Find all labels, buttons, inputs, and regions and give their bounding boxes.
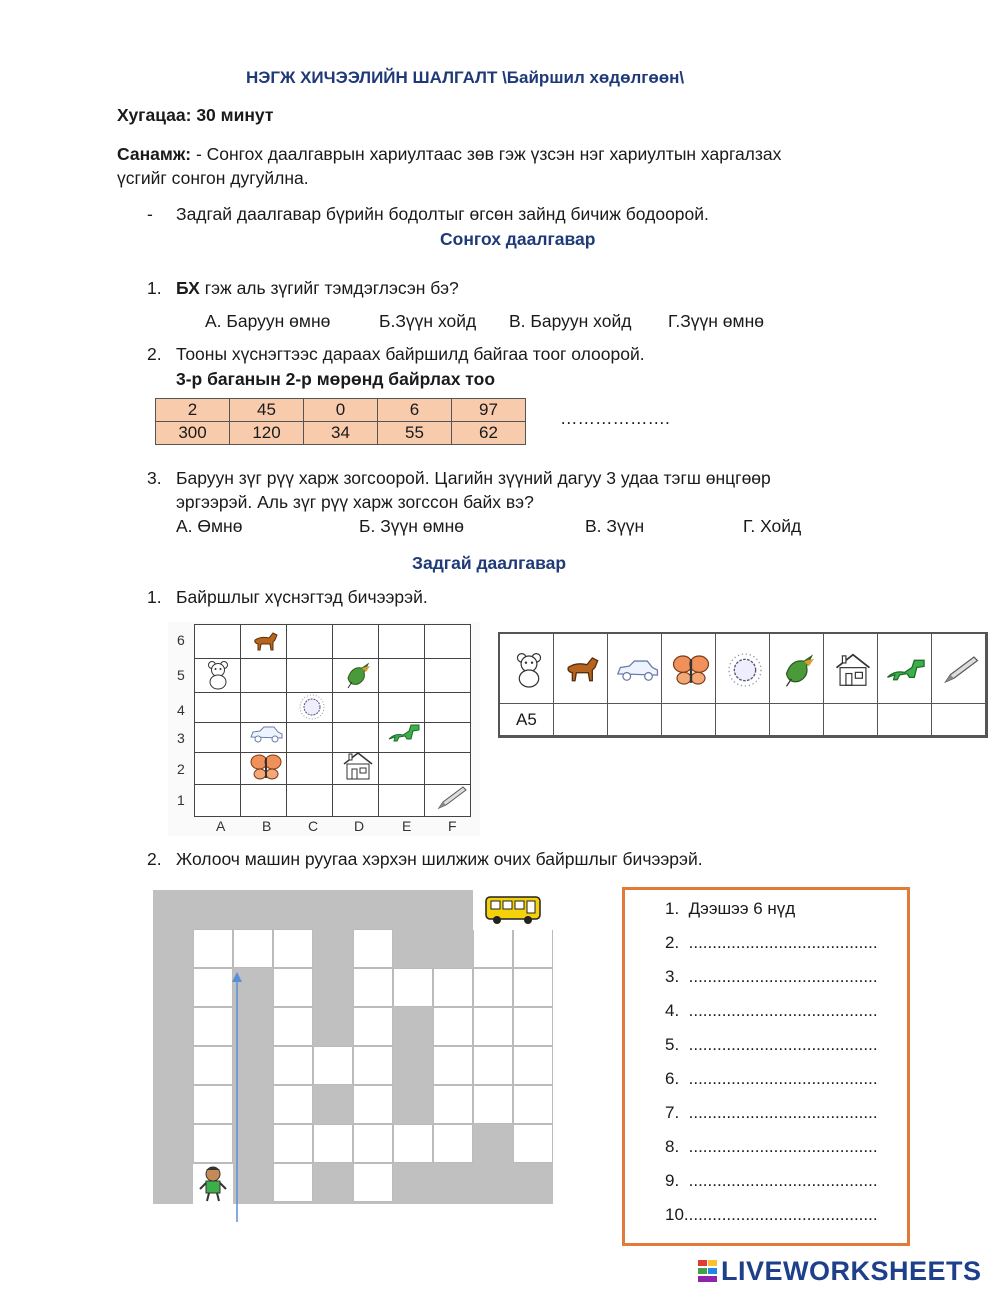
note-text: - Сонгох даалгаврын хариултаас зөв гэж үзсэн нэг хариултын харгалзах	[191, 144, 782, 164]
table-row	[156, 399, 526, 422]
maze-path-cell	[473, 1046, 513, 1085]
grid-cell	[194, 752, 241, 785]
parrot-icon	[338, 658, 378, 692]
q1-option-c[interactable]: В. Баруун хойд	[509, 311, 632, 331]
q1-number: 1.	[147, 278, 162, 298]
sun-icon	[292, 692, 332, 722]
table-cell: 55	[378, 422, 452, 445]
row-label: 6	[177, 632, 185, 648]
answer-text: ........................................	[688, 1171, 878, 1190]
grid-cell	[378, 658, 425, 693]
maze-path-cell	[393, 1124, 433, 1163]
maze-path-cell	[193, 1085, 233, 1124]
maze-path-cell	[273, 1163, 313, 1202]
q3-option-a[interactable]: А. Өмнө	[176, 516, 243, 536]
note-text-2: үсгийг сонгон дугуйлна.	[117, 168, 309, 188]
row-label: 3	[177, 730, 185, 746]
maze-path-cell	[353, 1163, 393, 1202]
grid-cell	[378, 784, 425, 817]
answer-cell[interactable]	[878, 704, 932, 736]
maze-path-cell	[433, 968, 473, 1007]
car-icon	[244, 722, 288, 746]
answer-number: 4.	[665, 1001, 680, 1020]
logo-mark-icon	[698, 1258, 718, 1280]
parrot-icon	[774, 640, 824, 700]
answer-text: ........................................	[688, 967, 878, 986]
horse-icon	[558, 640, 608, 700]
liveworksheets-logo	[698, 1256, 982, 1287]
answer-text: ........................................	[688, 1205, 878, 1224]
answer-line[interactable]	[665, 1069, 878, 1089]
maze-path-cell	[233, 929, 273, 968]
maze-path-cell	[193, 1007, 233, 1046]
grid-cell	[240, 658, 287, 693]
maze-path-cell	[273, 929, 313, 968]
table-row	[156, 422, 526, 445]
grid-cell	[286, 624, 333, 659]
col-label: E	[402, 818, 412, 834]
note-label: Санамж:	[117, 144, 192, 164]
grid-cell	[194, 692, 241, 723]
answer-number: 8.	[665, 1137, 680, 1156]
grid-cell	[286, 722, 333, 753]
col-label: F	[448, 818, 457, 834]
page-title: НЭГЖ ХИЧЭЭЛИЙН ШАЛГАЛТ \Байршил хөдөлгөөн\	[246, 68, 685, 87]
maze-path-cell	[353, 929, 393, 968]
answer-box	[622, 887, 910, 1246]
answer-text: Дээшээ 6 нүд	[688, 899, 796, 918]
maze-path-cell	[193, 929, 233, 968]
note-bullet: Задгай даалгавар бүрийн бодолтыг өгсөн зайнд бичиж бодоорой.	[176, 204, 709, 224]
q3-text-2: эргээрэй. Аль зүг рүү харж зогссон байх вэ?	[176, 492, 534, 512]
grid-cell	[286, 784, 333, 817]
maze-path-cell	[273, 1007, 313, 1046]
col-label: B	[262, 818, 272, 834]
duration-text: Хугацаа: 30 минут	[117, 105, 274, 125]
house-icon	[338, 748, 378, 784]
table-cell: 120	[230, 422, 304, 445]
coordinate-grid	[168, 622, 480, 836]
maze-path-cell	[353, 1046, 393, 1085]
maze-path-cell	[193, 1124, 233, 1163]
note-line	[117, 144, 781, 165]
teddy-bear-icon	[504, 640, 554, 700]
table-cell: 2	[156, 399, 230, 422]
answer-text: ........................................	[688, 933, 878, 952]
row-label: 4	[177, 702, 185, 718]
open2-number: 2.	[147, 849, 162, 869]
answer-number: 6.	[665, 1069, 680, 1088]
q3-option-c[interactable]: В. Зүүн	[585, 516, 645, 536]
table-cell: 0	[304, 399, 378, 422]
example-answer: A5	[516, 710, 537, 729]
answer-line[interactable]	[665, 1205, 878, 1225]
answer-cell[interactable]	[554, 704, 608, 736]
maze-path-cell	[353, 1007, 393, 1046]
answer-text: ........................................	[688, 1001, 878, 1020]
answer-line[interactable]	[665, 899, 795, 919]
note-dash: -	[147, 204, 153, 224]
maze-path-cell	[273, 1124, 313, 1163]
section-multiple-choice-title: Сонгох даалгавар	[440, 229, 596, 249]
grid-cell	[424, 722, 471, 753]
answer-number: 2.	[665, 933, 680, 952]
maze-path-cell	[193, 968, 233, 1007]
open2-text: Жолооч машин руугаа хэрхэн шилжиж очих байршлыг бичээрэй.	[176, 849, 703, 869]
maze-path-cell	[433, 1007, 473, 1046]
open1-text: Байршлыг хүснэгтэд бичээрэй.	[176, 587, 428, 607]
dinosaur-icon	[882, 640, 932, 700]
answer-number: 10.	[665, 1205, 689, 1224]
col-label: D	[354, 818, 365, 834]
table-cell: 45	[230, 399, 304, 422]
maze-path-cell	[433, 1046, 473, 1085]
maze-path-cell	[273, 1085, 313, 1124]
q1-option-d[interactable]: Г.Зүүн өмнө	[668, 311, 764, 331]
q2-number: 2.	[147, 344, 162, 364]
grid-cell	[424, 624, 471, 659]
answer-number: 7.	[665, 1103, 680, 1122]
grid-cell	[286, 752, 333, 785]
maze-path-cell	[433, 1124, 473, 1163]
location-answer-table	[498, 632, 988, 738]
answer-line[interactable]	[665, 933, 878, 953]
car-icon	[612, 640, 662, 700]
col-label: A	[216, 818, 226, 834]
maze-path-cell	[393, 968, 433, 1007]
answer-number: 5.	[665, 1035, 680, 1054]
q3-option-d[interactable]: Г. Хойд	[743, 516, 802, 536]
driver-icon	[193, 1164, 233, 1204]
dinosaur-icon	[382, 718, 428, 748]
logo-text: LIVEWORKSHEETS	[721, 1256, 982, 1286]
answer-cell[interactable]	[716, 704, 770, 736]
maze-path-cell	[353, 1085, 393, 1124]
maze-path-cell	[433, 1085, 473, 1124]
answer-number: 3.	[665, 967, 680, 986]
grid-cell	[424, 692, 471, 723]
q1-option-b[interactable]: Б.Зүүн хойд	[379, 311, 477, 331]
maze-path-cell	[353, 968, 393, 1007]
q1-bold: БХ	[176, 278, 200, 298]
grid-cell	[194, 722, 241, 753]
maze-path-cell	[273, 1046, 313, 1085]
maze-path-cell	[473, 1007, 513, 1046]
grid-cell	[332, 784, 379, 817]
answer-line[interactable]	[665, 1103, 878, 1123]
answer-text: ........................................	[688, 1103, 878, 1122]
answer-cell[interactable]	[662, 704, 716, 736]
answer-line[interactable]	[665, 1035, 878, 1055]
table-cell: 34	[304, 422, 378, 445]
sun-icon	[720, 640, 770, 700]
answer-text: ........................................	[688, 1035, 878, 1054]
maze-path-cell	[313, 1046, 353, 1085]
answer-text: ........................................	[688, 1069, 878, 1088]
butterfly-icon	[666, 640, 716, 700]
maze-path-cell	[513, 968, 553, 1007]
grid-cell	[378, 624, 425, 659]
maze-path-cell	[473, 968, 513, 1007]
maze-path-cell	[513, 1085, 553, 1124]
q1-text: гэж аль зүгийг тэмдэглэсэн бэ?	[199, 278, 459, 298]
maze-path-cell	[513, 1007, 553, 1046]
open1-number: 1.	[147, 587, 162, 607]
col-label: C	[308, 818, 319, 834]
answer-number: 1.	[665, 899, 680, 918]
number-table	[155, 398, 526, 445]
grid-cell	[424, 752, 471, 785]
answer-cell[interactable]	[824, 704, 878, 736]
bus-icon	[473, 890, 553, 930]
answer-line[interactable]	[665, 967, 878, 987]
maze-path-cell	[513, 1124, 553, 1163]
pencil-icon	[432, 782, 472, 814]
table-cell: 62	[452, 422, 526, 445]
q1-question	[176, 278, 459, 299]
row-label: 2	[177, 761, 185, 777]
answer-text: ........................................	[688, 1137, 878, 1156]
grid-cell	[332, 624, 379, 659]
row-label: 1	[177, 792, 185, 808]
q2-answer-blank[interactable]: ……………….	[560, 408, 670, 428]
grid-cell	[424, 658, 471, 693]
answer-cell[interactable]	[932, 704, 986, 736]
maze-path-cell	[193, 1046, 233, 1085]
horse-icon	[248, 628, 284, 656]
maze-path-cell	[273, 968, 313, 1007]
grid-cell	[332, 692, 379, 723]
section-open-title: Задгай даалгавар	[412, 553, 567, 573]
butterfly-icon	[244, 750, 288, 784]
maze-path-cell	[353, 1124, 393, 1163]
table-cell: 6	[378, 399, 452, 422]
maze-path-cell	[513, 1046, 553, 1085]
answer-line[interactable]	[665, 1001, 878, 1021]
q3-option-b[interactable]: Б. Зүүн өмнө	[359, 516, 464, 536]
table-cell: 97	[452, 399, 526, 422]
table-cell: 300	[156, 422, 230, 445]
q3-text: Баруун зүг рүү харж зогсоорой. Цагийн зүүний дагуу 3 удаа тэгш өнцгөөр	[176, 468, 771, 488]
maze-path-cell	[513, 929, 553, 968]
row-label: 5	[177, 667, 185, 683]
maze	[153, 890, 553, 1204]
q2-subtext: 3-р баганын 2-р мөрөнд байрлах тоо	[176, 369, 496, 389]
answer-cell[interactable]	[770, 704, 824, 736]
grid-cell	[240, 692, 287, 723]
grid-cell	[378, 752, 425, 785]
maze-path-cell	[313, 1124, 353, 1163]
grid-cell	[194, 784, 241, 817]
grid-cell	[240, 784, 287, 817]
pencil-icon	[936, 640, 986, 700]
answer-line[interactable]	[665, 1137, 878, 1157]
grid-cell	[286, 658, 333, 693]
q3-number: 3.	[147, 468, 162, 488]
q1-option-a[interactable]: А. Баруун өмнө	[205, 311, 331, 331]
q2-text: Тооны хүснэгтээс дараах байршилд байгаа тоог олоорой.	[176, 344, 645, 364]
maze-path-cell	[473, 929, 513, 968]
answer-cell[interactable]	[608, 704, 662, 736]
teddy-bear-icon	[200, 658, 236, 692]
maze-path-cell	[473, 1085, 513, 1124]
answer-line[interactable]	[665, 1171, 878, 1191]
answer-number: 9.	[665, 1171, 680, 1190]
grid-cell	[194, 624, 241, 659]
house-icon	[828, 640, 878, 700]
